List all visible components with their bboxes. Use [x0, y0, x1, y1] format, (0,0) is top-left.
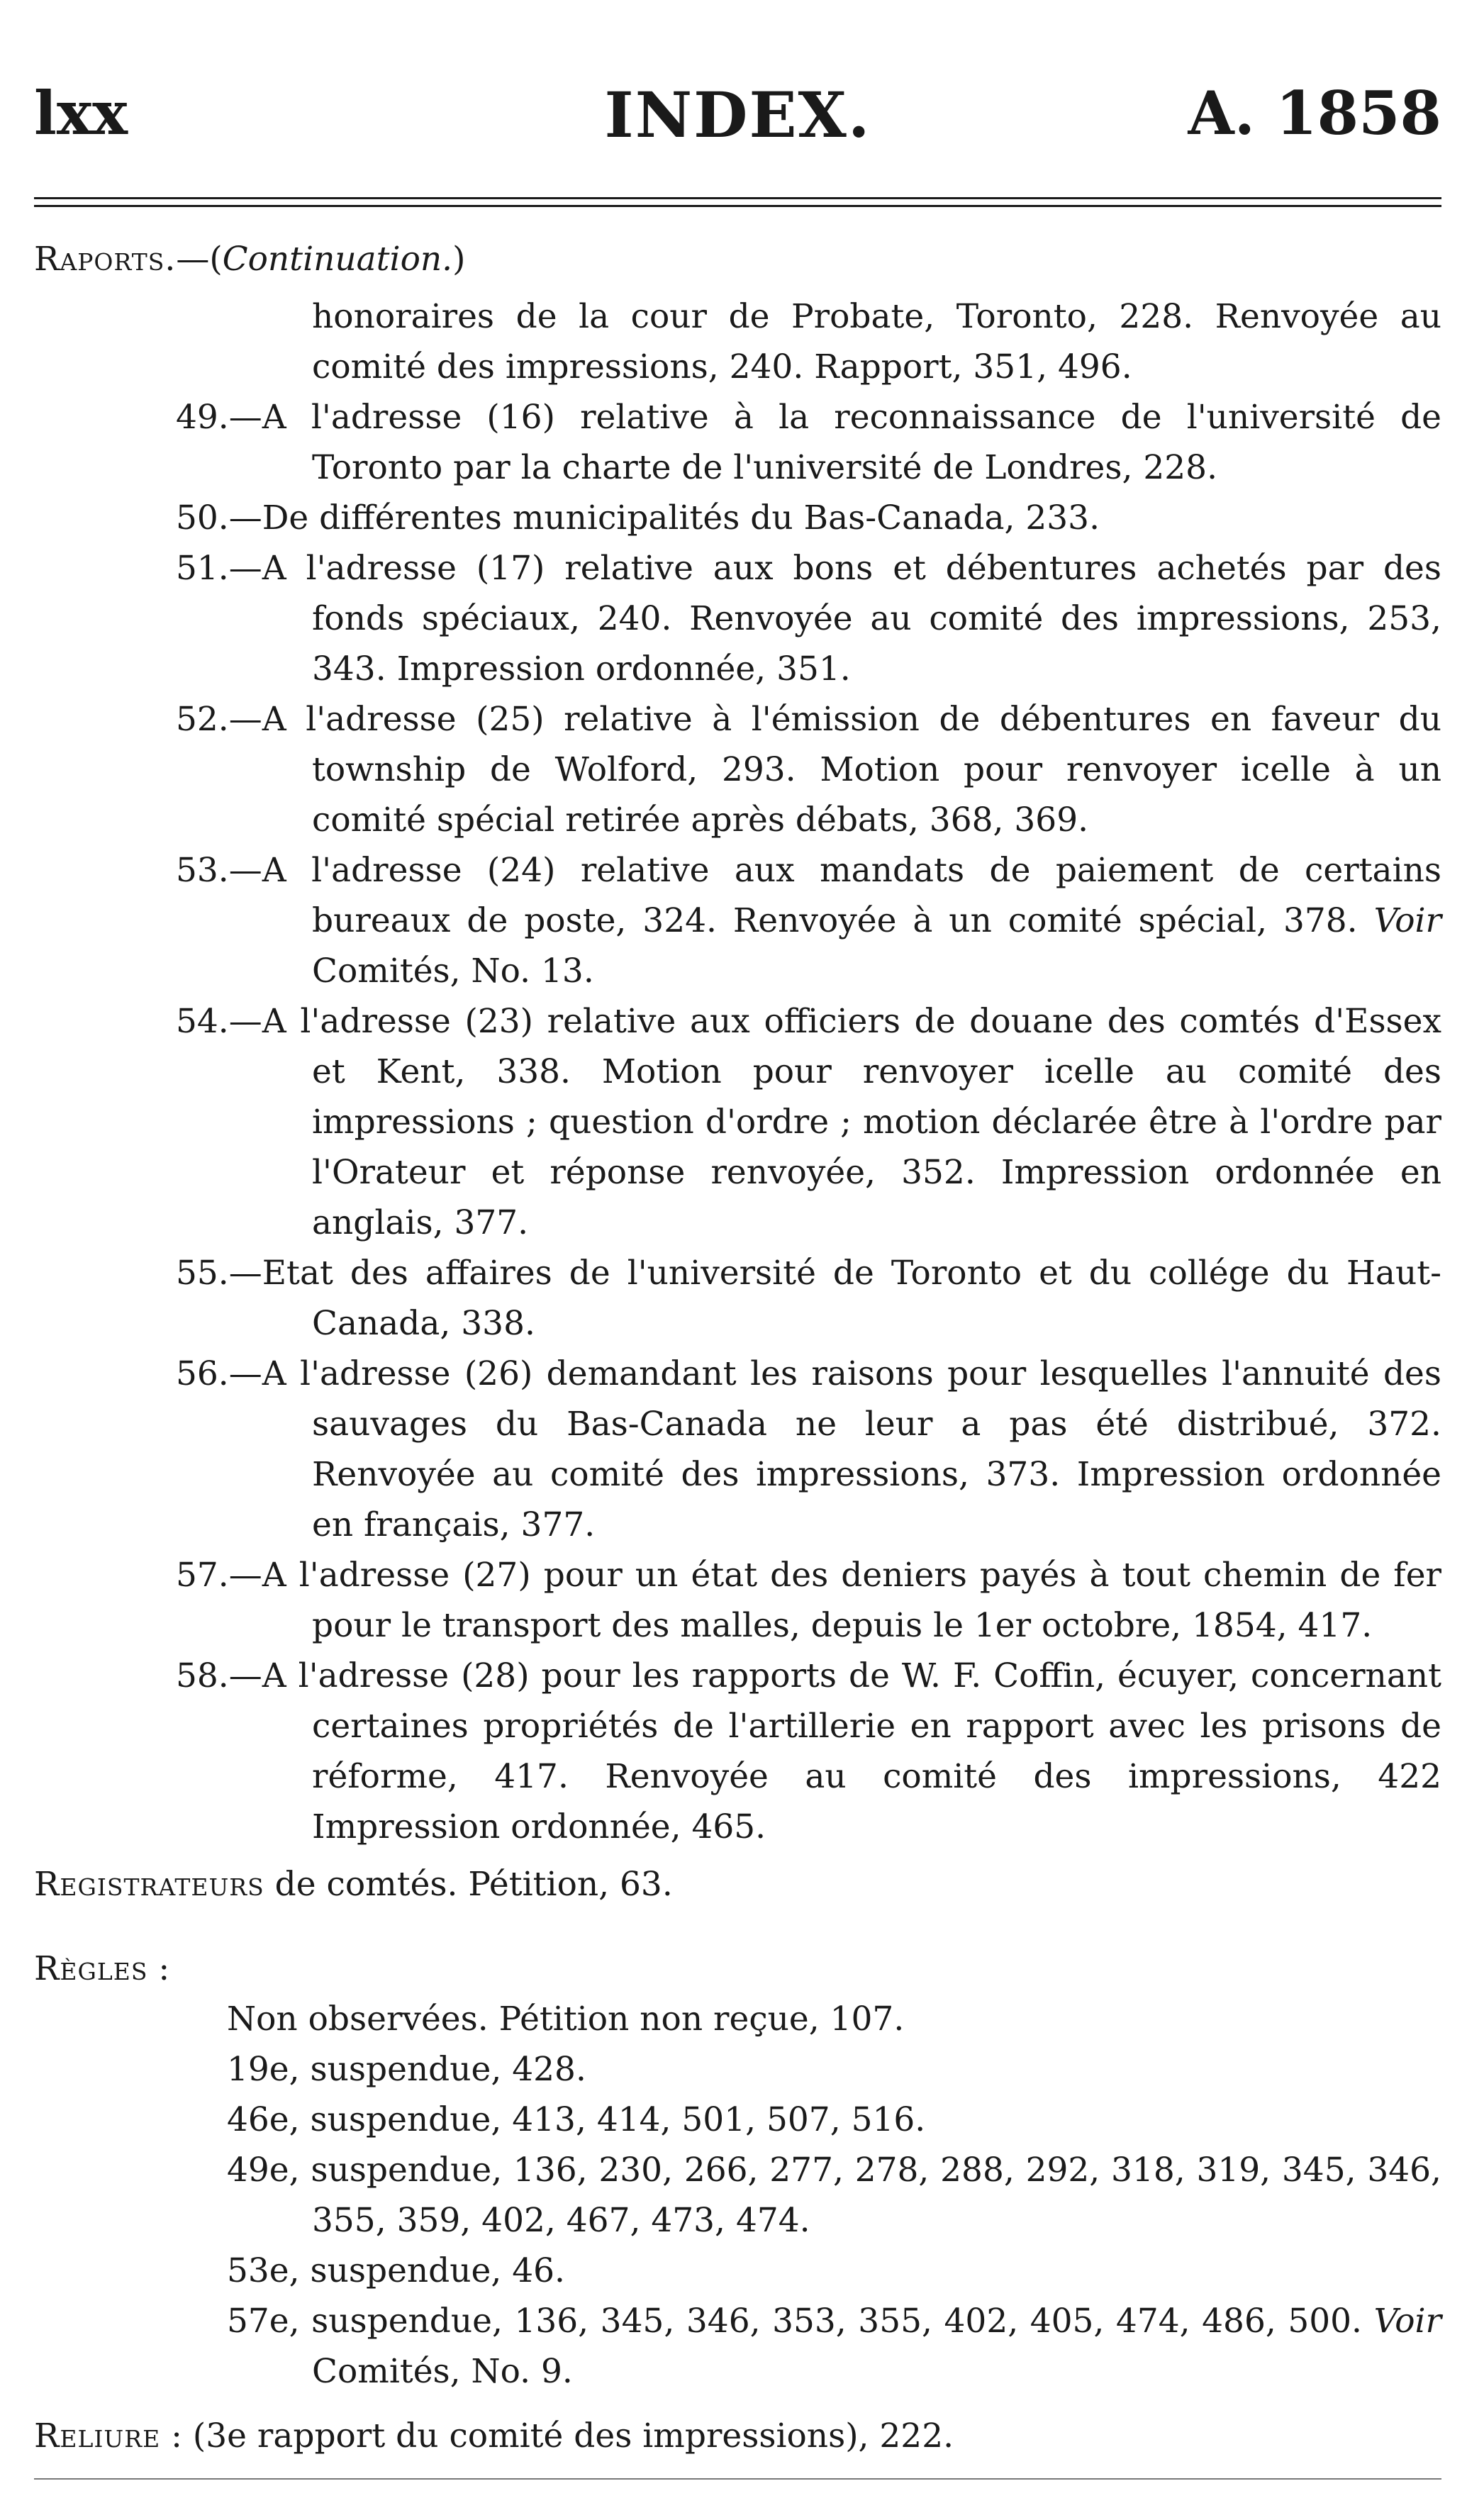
entry-voir-target: Comités, No. 13. [312, 952, 594, 991]
page-year: A. 1858 [1188, 78, 1441, 148]
regle-item-voir: Voir [1373, 2302, 1441, 2341]
page-number: lxx [34, 78, 128, 148]
regle-item-text: 57e, suspendue, 136, 345, 346, 353, 355, 402, 405, 474, 486, 500. [227, 2302, 1374, 2341]
entry-number: 58. [176, 1656, 229, 1695]
entry-text: —A l'adresse (17) relative aux bons et débentures achetés par des fonds spéciaux, 240. Renvoyée au comité des impressions, 253, 343. Impression ordonnée, 351. [228, 549, 1441, 689]
rapport-entry-50 [34, 493, 1441, 543]
entry-text: —A l'adresse (27) pour un état des deniers payés à tout chemin de fer pour le transport des malles, depuis le 1er octobre, 1854, 417. [228, 1556, 1441, 1645]
rapport-entry-54 [34, 996, 1441, 1248]
reliure-entry [34, 2411, 1441, 2461]
entry-number: 55. [176, 1254, 229, 1293]
header-rule [34, 197, 1441, 207]
rapports-continuation-text: honoraires de la cour de Probate, Toronto, 228. Renvoyée au comité des impressions, 240. Rapport, 351, 496. [312, 297, 1441, 386]
rapport-entry-56 [34, 1349, 1441, 1550]
reliure-text: : (3e rapport du comité des impressions), 222. [160, 2416, 954, 2455]
bottom-rule [34, 2478, 1441, 2480]
entry-number: 53. [176, 851, 229, 890]
regle-item: Non observées. Pétition non reçue, 107. [227, 2000, 905, 2039]
entry-text: —Etat des affaires de l'université de Toronto et du collége du Haut-Canada, 338. [228, 1254, 1441, 1343]
rapport-entry-58 [34, 1651, 1441, 1852]
rapports-heading [34, 234, 1441, 284]
rapport-entry-49 [34, 392, 1441, 493]
regles-heading-colon: : [147, 1949, 170, 1988]
regle-item: 19e, suspendue, 428. [227, 2050, 586, 2089]
entry-text: —A l'adresse (28) pour les rapports de W. F. Coffin, écuyer, concernant certaines propriétés de l'artillerie en rapport avec les prisons de réforme, 417. Renvoyée au comité des impressions, 422 Impression ordonnée, 465. [228, 1656, 1441, 1846]
regles-heading [34, 1944, 1441, 1994]
rapport-entry-57 [34, 1550, 1441, 1651]
rapports-heading-label: Raports. [34, 240, 177, 279]
rapports-heading-dash: —( [176, 240, 223, 279]
section-gap [34, 1917, 1441, 1944]
regles-heading-label: Règles [34, 1949, 148, 1988]
regle-item: 46e, suspendue, 413, 414, 501, 507, 516. [227, 2100, 926, 2139]
entry-number: 51. [176, 549, 229, 588]
entry-text: —A l'adresse (24) relative aux mandats de paiement de certains bureaux de poste, 324. Renvoyée à un comité spécial, 378. [228, 851, 1441, 940]
regle-item: 49e, suspendue, 136, 230, 266, 277, 278, 288, 292, 318, 319, 345, 346, 355, 359, 402, 467, 473, 474. [227, 2151, 1441, 2240]
page-title: INDEX. [604, 78, 871, 152]
entry-number: 49. [176, 398, 229, 437]
index-content [34, 234, 1441, 2468]
page-header [34, 78, 1441, 156]
regle-item-voir-target: Comités, No. 9. [312, 2352, 573, 2391]
rapport-entry-52 [34, 694, 1441, 845]
registrateurs-entry [34, 1859, 1441, 1910]
registrateurs-text: de comtés. Pétition, 63. [264, 1865, 673, 1904]
entry-text: —A l'adresse (26) demandant les raisons pour lesquelles l'annuité des sauvages du Bas-Canada ne leur a pas été distribué, 372. Renvoyée au comité des impressions, 373. Impression ordonnée en français, 377. [228, 1354, 1441, 1544]
entry-voir: Voir [1373, 901, 1441, 940]
rapport-entry-55 [34, 1248, 1441, 1349]
entry-text: —A l'adresse (23) relative aux officiers de douane des comtés d'Essex et Kent, 338. Motion pour renvoyer icelle au comité des impressions ; question d'ordre ; motion déclarée être à l'ordre par l'Orateur et réponse renvoyée, 352. Impression ordonnée en anglais, 377. [228, 1002, 1441, 1242]
entry-number: 50. [176, 498, 229, 537]
registrateurs-heading: Registrateurs [34, 1865, 264, 1904]
entry-text: —De différentes municipalités du Bas-Canada, 233. [228, 498, 1100, 537]
entry-number: 57. [176, 1556, 229, 1595]
rapport-entry-51 [34, 543, 1441, 694]
regle-item-57e [34, 2296, 1441, 2397]
rapports-heading-close: ) [452, 240, 466, 279]
regle-item: 53e, suspendue, 46. [227, 2251, 565, 2290]
rapport-entry-53 [34, 845, 1441, 996]
entry-text: —A l'adresse (16) relative à la reconnaissance de l'université de Toronto par la charte de l'université de Londres, 228. [228, 398, 1441, 487]
entry-number: 52. [176, 700, 229, 739]
entry-number: 54. [176, 1002, 229, 1041]
rapports-heading-continuation: Continuation. [222, 240, 453, 279]
entry-number: 56. [176, 1354, 229, 1393]
entry-text: —A l'adresse (25) relative à l'émission de débentures en faveur du township de Wolford, 293. Motion pour renvoyer icelle à un comité spécial retirée après débats, 368, 369. [228, 700, 1441, 840]
reliure-heading: Reliure [34, 2416, 161, 2455]
